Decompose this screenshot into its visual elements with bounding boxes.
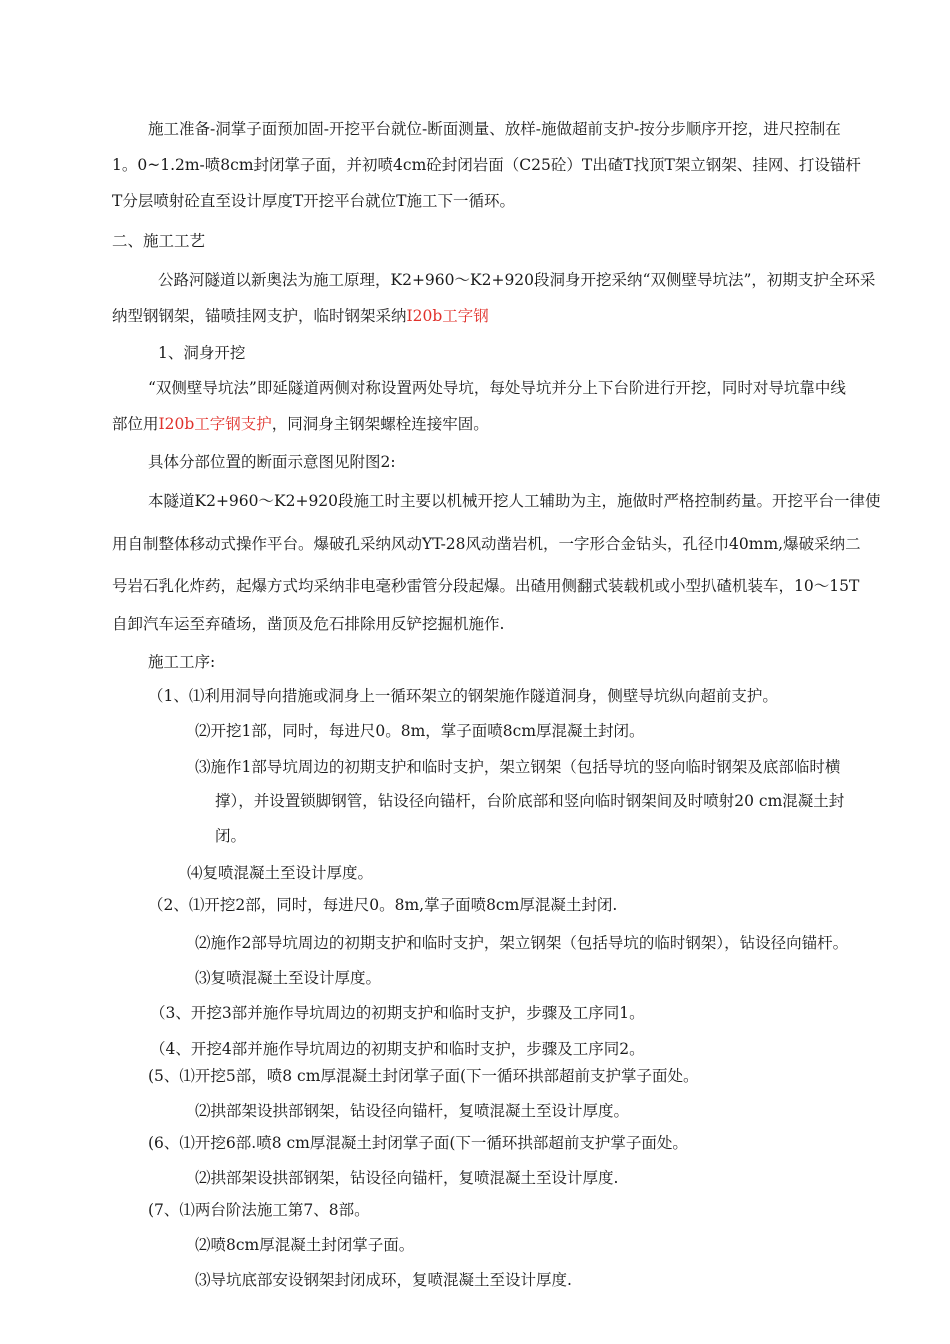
paragraph-line: “双侧壁导坑法”即延隧道两侧对称设置两处导坑，每处导坑并分上下台阶进行开挖，同时对导坑靠中线 <box>148 379 846 397</box>
intro-line: T分层喷射砼直至设计厚度T开挖平台就位T施工下一循环。 <box>112 192 516 210</box>
step-line: （3、开挖3部并施作导坑周边的初期支护和临时支护，步骤及工序同1。 <box>150 1004 645 1022</box>
step-line: (7、⑴两台阶法施工第7、8部。 <box>148 1201 370 1219</box>
step-line: （4、开挖4部并施作导坑周边的初期支护和临时支护，步骤及工序同2。 <box>150 1040 645 1058</box>
text-run: ，同洞身主钢架螺栓连接牢固。 <box>271 415 489 433</box>
highlighted-text: I20b工字钢支护 <box>158 415 272 433</box>
step-line: ⑵施作2部导坑周边的初期支护和临时支护，架立钢架（包括导坑的临时钢架），钻设径向锚杆。 <box>195 934 849 952</box>
highlighted-text: I20b工字钢 <box>406 307 489 325</box>
text-run: 部位用 <box>112 415 159 433</box>
step-line: ⑵拱部架设拱部钢架，钻设径向锚杆，复喷混凝土至设计厚度。 <box>195 1102 630 1120</box>
step-line: ⑶导坑底部安设钢架封闭成环，复喷混凝土至设计厚度. <box>195 1271 572 1289</box>
step-line: （1、⑴利用洞导向措施或洞身上一循环架立的钢架施作隧道洞身，侧壁导坑纵向超前支护。 <box>148 687 778 705</box>
paragraph-line: 自卸汽车运至弃碴场，凿顶及危石排除用反铲挖掘机施作. <box>112 615 505 633</box>
step-line: (6、⑴开挖6部.喷8 cm厚混凝土封闭掌子面(下一循环拱部超前支护掌子面处。 <box>148 1134 688 1152</box>
step-line: ⑶复喷混凝土至设计厚度。 <box>195 969 382 987</box>
procedure-heading: 施工工序: <box>148 653 216 671</box>
step-line: ⑷复喷混凝土至设计厚度。 <box>187 864 374 882</box>
subsection-heading: 1、洞身开挖 <box>158 344 246 362</box>
step-line: （2、⑴开挖2部，同时，每进尺0。8m,掌子面喷8cm厚混凝土封闭. <box>148 896 618 914</box>
section-heading: 二、施工工艺 <box>112 232 206 250</box>
figure-reference: 具体分部位置的断面示意图见附图2: <box>148 453 396 471</box>
paragraph-line <box>112 306 489 326</box>
step-line: ⑵拱部架设拱部钢架，钻设径向锚杆，复喷混凝土至设计厚度. <box>195 1169 619 1187</box>
step-line: 闭。 <box>215 827 247 845</box>
paragraph-line: 用自制整体移动式操作平台。爆破孔采纳风动YT-28风动凿岩机，一字形合金钻头，孔径巾40mm,爆破采纳二 <box>112 535 861 553</box>
paragraph-line: 号岩石乳化炸药，起爆方式均采纳非电毫秒雷管分段起爆。出碴用侧翻式装载机或小型扒碴机装车，10〜15T <box>112 577 860 595</box>
text-run: 纳型钢钢架，锚喷挂网支护，临时钢架采纳 <box>112 307 407 325</box>
paragraph-line: 公路河隧道以新奥法为施工原理，K2+960〜K2+920段洞身开挖采纳“双侧壁导坑法”，初期支护全环采 <box>158 271 876 289</box>
paragraph-line: 本隧道K2+960〜K2+920段施工时主要以机械开挖人工辅助为主，施做时严格控制药量。开挖平台一律使 <box>148 492 881 510</box>
step-line: ⑵喷8cm厚混凝土封闭掌子面。 <box>195 1236 415 1254</box>
step-line: 撑），并设置锁脚钢管，钻设径向锚杆，台阶底部和竖向临时钢架间及时喷射20 cm混凝土封 <box>215 792 845 810</box>
step-line: (5、⑴开挖5部，喷8 cm厚混凝土封闭掌子面(下一循环拱部超前支护掌子面处。 <box>148 1067 699 1085</box>
paragraph-line <box>112 414 489 434</box>
step-line: ⑶施作1部导坑周边的初期支护和临时支护，架立钢架（包括导坑的竖向临时钢架及底部临时横 <box>195 758 841 776</box>
step-line: ⑵开挖1部，同时，每进尺0。8m，掌子面喷8cm厚混凝土封闭。 <box>195 722 645 740</box>
intro-line: 1。0~1.2m-喷8cm封闭掌子面，并初喷4cm砼封闭岩面（C25砼）T出碴T找顶T架立钢架、挂网、打设锚杆 <box>112 156 861 174</box>
intro-line: 施工准备-洞掌子面预加固-开挖平台就位-断面测量、放样-施做超前支护-按分步顺序开挖，进尺控制在 <box>148 120 841 138</box>
